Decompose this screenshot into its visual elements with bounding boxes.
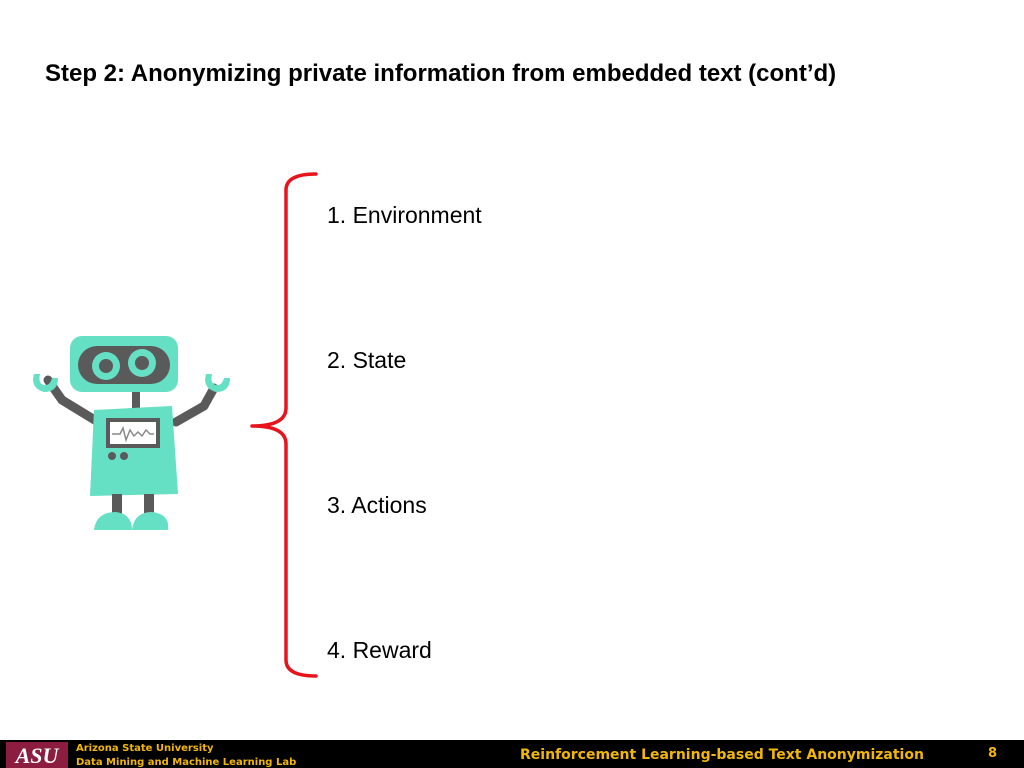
footer-org [76, 742, 296, 768]
list-item-environment: 1. Environment [327, 202, 482, 228]
robot-icon [20, 330, 240, 540]
footer-presentation-title: Reinforcement Learning-based Text Anonymization [520, 747, 924, 763]
footer-bar [0, 740, 1024, 768]
page-number: 8 [988, 746, 998, 761]
list-item-actions: 3. Actions [327, 492, 427, 518]
slide-title: Step 2: Anonymizing private information from embedded text (cont’d) [45, 60, 837, 87]
list-item-reward: 4. Reward [327, 637, 432, 663]
footer-lab: Data Mining and Machine Learning Lab [76, 757, 297, 768]
asu-logo-text: ASU [15, 743, 59, 768]
curly-brace-icon [248, 168, 320, 680]
asu-logo-icon [6, 742, 68, 768]
footer-university: Arizona State University [76, 743, 214, 754]
list-item-state: 2. State [327, 347, 407, 373]
